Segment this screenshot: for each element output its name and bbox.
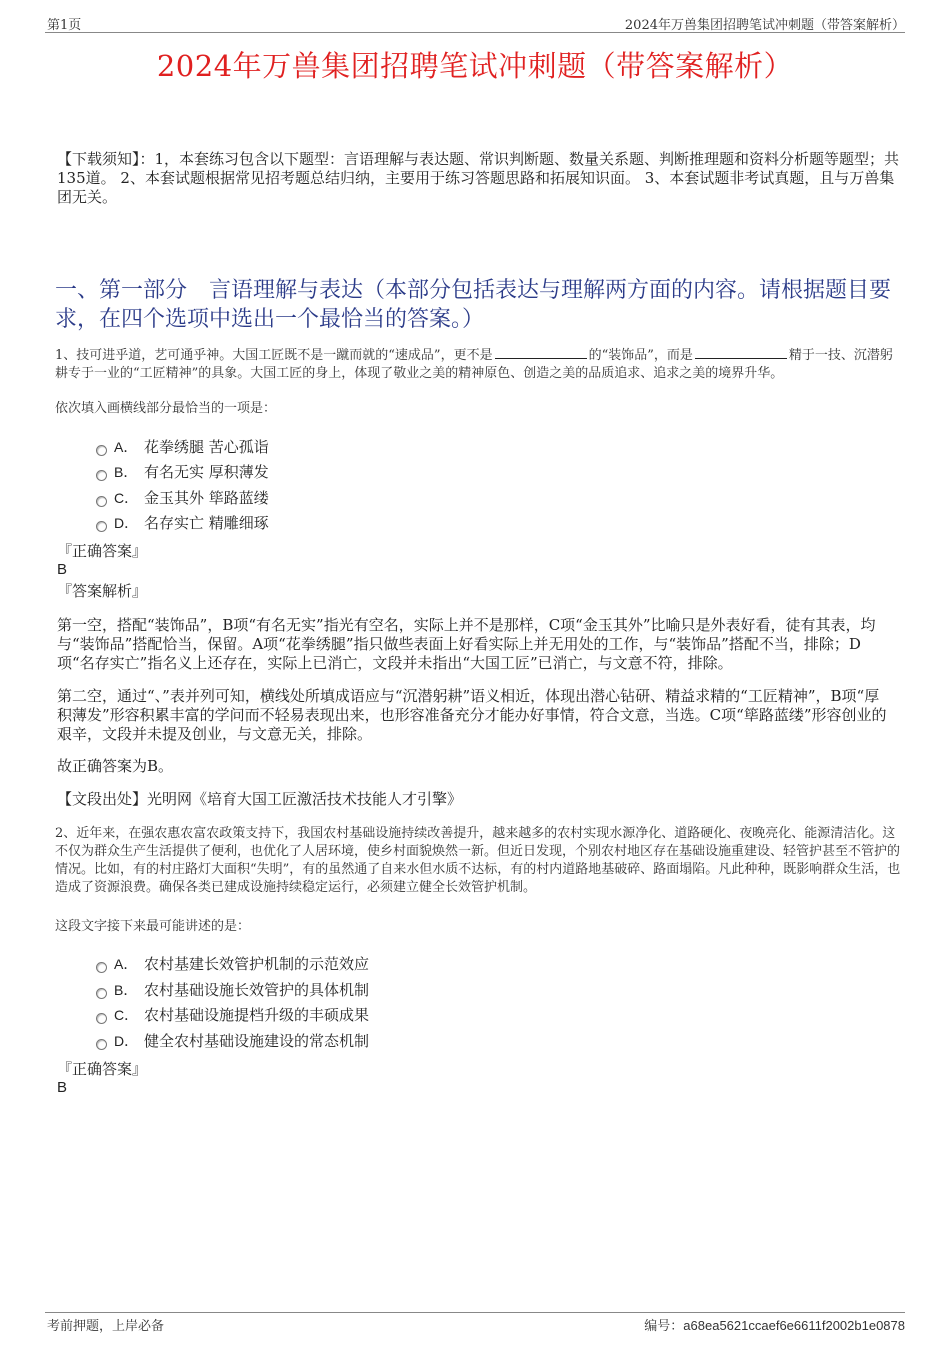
question-1-explanation-2: 第二空，通过“、”表并列可知，横线处所填成语应与“沉潜躬耕”语义相近，体现出潜心钻研、精益求精的“工匠精神”，B项“厚积薄发”形容积累丰富的学问而不轻易表现出来，也形容准备充分才能办好事情，符合文意，当选。C项“筚路蓝缕”形容创业的艰辛，文段并未提及创业，与文意无关，排除。 — [57, 687, 887, 743]
option-text: 金玉其外 筚路蓝缕 — [144, 489, 269, 507]
option-text: 健全农村基础设施建设的常态机制 — [144, 1032, 370, 1050]
radio-icon[interactable] — [96, 962, 107, 973]
radio-icon[interactable] — [96, 521, 107, 532]
question-2-text: 2、近年来，在强农惠农富农政策支持下，我国农村基础设施持续改善提升，越来越多的农村实现水源净化、道路硬化、夜晚亮化、能源清洁化。这不仅为群众生产生活提供了便利，也优化了人居环境，使乡村面貌焕然一新。但近日发现，个别农村地区存在基础设施重建设、轻管护甚至不管护的情况。比如，有的村庄路灯大面积“失明”，有的虽然通了自来水但水质不达标，有的村内道路地基破碎、路面塌陷。凡此种种，既影响群众生活，也造成了资源浪费。确保各类已建成设施持续稳定运行，必须建立健全长效管护机制。 — [55, 826, 901, 895]
option-letter: D． — [114, 515, 139, 531]
option-letter: B． — [114, 464, 138, 480]
radio-icon[interactable] — [96, 1039, 107, 1050]
question-1-source: 【文段出处】光明网《培育大国工匠激活技术技能人才引擎》 — [57, 790, 463, 808]
question-1-option-d[interactable] — [96, 513, 269, 533]
option-letter: B． — [114, 982, 138, 998]
question-2-option-d[interactable] — [96, 1031, 369, 1051]
download-notice: 【下载须知】：1，本套练习包含以下题型：言语理解与表达题、常识判断题、数量关系题、判断推理题和资料分析题等题型；共135道。 2、本套试题根据常见招考题总结归纳，主要用于练习答题思路和拓展知识面。 3、本套试题非考试真题，且与万兽集团无关。 — [57, 150, 900, 206]
radio-icon[interactable] — [96, 1013, 107, 1024]
radio-icon[interactable] — [96, 470, 107, 481]
option-text: 花拳绣腿 苦心孤诣 — [144, 438, 269, 456]
question-1-analysis-label: 『答案解析』 — [57, 582, 148, 600]
header-divider — [45, 32, 905, 33]
footer-code — [644, 1315, 905, 1334]
footer-code-value: a68ea5621ccaef6e6611f2002b1e0878 — [683, 1318, 905, 1333]
radio-icon[interactable] — [96, 496, 107, 507]
option-text: 名存实亡 精雕细琢 — [144, 514, 269, 532]
fill-blank-1 — [495, 347, 587, 359]
option-letter: D． — [114, 1033, 139, 1049]
question-1-option-a[interactable] — [96, 437, 269, 457]
question-1-option-b[interactable] — [96, 462, 269, 482]
option-text: 农村基建长效管护机制的示范效应 — [144, 955, 370, 973]
footer-divider — [45, 1312, 905, 1313]
question-1-text-part-a: 1、技可进乎道，艺可通乎神。大国工匠既不是一蹴而就的“速成品”，更不是 — [55, 348, 493, 363]
question-1-text — [55, 347, 905, 383]
question-1-answer-label: 『正确答案』 — [57, 542, 148, 560]
question-1-option-c[interactable] — [96, 488, 269, 508]
question-2-option-a[interactable] — [96, 954, 369, 974]
footer-code-label: 编号： — [644, 1319, 684, 1334]
document-title: 2024年万兽集团招聘笔试冲刺题（带答案解析） — [156, 49, 794, 83]
footer-slogan: 考前押题，上岸必备 — [47, 1319, 165, 1334]
option-text: 农村基础设施长效管护的具体机制 — [144, 981, 370, 999]
question-2-answer-label: 『正确答案』 — [57, 1060, 148, 1078]
question-1-conclusion: 故正确答案为B。 — [57, 757, 174, 775]
radio-icon[interactable] — [96, 445, 107, 456]
option-text: 农村基础设施提档升级的丰硕成果 — [144, 1006, 370, 1024]
question-1-explanation-1: 第一空，搭配“装饰品”，B项“有名无实”指光有空名，实际上并不是那样，C项“金玉其外”比喻只是外表好看，徒有其表，均与“装饰品”搭配恰当，保留。A项“花拳绣腿”指只做些表面上好看实际上并无用处的工作，与“装饰品”搭配不当，排除；D项“名存实亡”指名义上还存在，实际上已消亡，文段并未指出“大国工匠”已消亡，与文意不符，排除。 — [57, 616, 876, 672]
question-2-prompt: 这段文字接下来最可能讲述的是： — [55, 919, 251, 934]
fill-blank-2 — [695, 347, 787, 359]
question-2-option-b[interactable] — [96, 980, 369, 1000]
option-letter: C． — [114, 1007, 139, 1023]
question-2-answer: B — [57, 1079, 68, 1096]
option-letter: A． — [114, 439, 138, 455]
option-letter: C． — [114, 490, 139, 506]
question-1-answer: B — [57, 561, 68, 578]
option-text: 有名无实 厚积薄发 — [144, 463, 269, 481]
header-doc-name: 2024年万兽集团招聘笔试冲刺题（带答案解析） — [624, 18, 905, 33]
question-1-prompt: 依次填入画横线部分最恰当的一项是： — [55, 401, 277, 416]
page-number: 第1页 — [47, 18, 82, 33]
question-2-option-c[interactable] — [96, 1005, 369, 1025]
question-1-text-part-b: 的“装饰品”，而是 — [588, 348, 693, 363]
question-1-text-part-c: 精于一技、沉潜躬耕专于一业的“工匠精神”的具象。大国工匠的身上，体现了敬业之美的精神原色、创造之美的品质追求、追求之美的境界升华。 — [55, 348, 893, 381]
option-letter: A． — [114, 956, 138, 972]
section-heading: 一、第一部分 言语理解与表达（本部分包括表达与理解两方面的内容。请根据题目要求，在四个选项中选出一个最恰当的答案。） — [55, 278, 892, 332]
radio-icon[interactable] — [96, 988, 107, 999]
